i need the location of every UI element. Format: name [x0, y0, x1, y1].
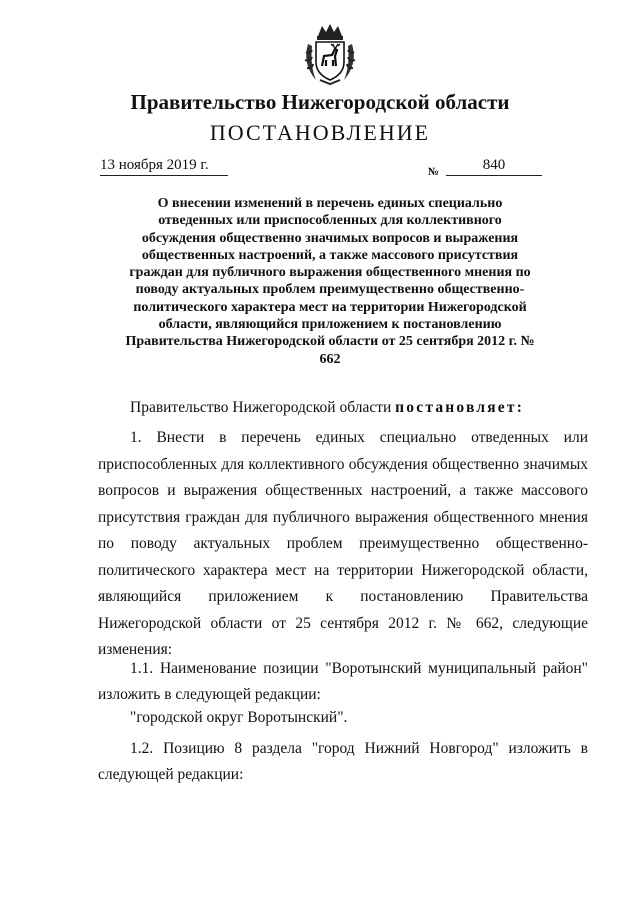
paragraph-item-1-1: 1.1. Наименование позиции "Воротынский муниципальный район" изложить в следующей редакции: [98, 660, 588, 703]
document-date: 13 ноября 2019 г. [100, 157, 228, 176]
document-number: 840 [446, 157, 542, 176]
paragraph-item-1: 1. Внести в перечень единых специально отведенных или приспособленных для коллективного обсуждения общественно значимых вопросов и выражения общественных настроений, а также массового присутствия граждан для публичного выражения общественного мнения по поводу актуальных проблем преимущественно общественно-политического характера мест на территории Нижегородской области, являющийся приложением к постановлению Правительства Нижегородской области от 25 сентября 2012 г. № 662, следующие изменения: [98, 429, 588, 658]
preamble-text: Правительство Нижегородской области [130, 399, 392, 416]
document-type: ПОСТАНОВЛЕНИЕ [209, 120, 431, 145]
preamble [130, 399, 524, 417]
paragraph-item-1-1-new-name: "городской округ Воротынский". [130, 709, 348, 726]
paragraph-item-1-2: 1.2. Позицию 8 раздела "город Нижний Новгород" изложить в следующей редакции: [98, 740, 588, 783]
government-title: Правительство Нижегородской области [130, 90, 510, 114]
document-subject: О внесении изменений в перечень единых специально отведенных или приспособленных для коллективного обсуждения общественно значимых вопросов и выражения общественных настроений, а также массового присутствия граждан для публичного выражения общественного мнения по поводу актуальных проблем преимущественно общественно-политического характера мест на территории Нижегородской области, являющийся приложением к постановлению Правительства Нижегородской области от 25 сентября 2012 г. № 662 [125, 196, 535, 367]
coat-of-arms-icon [300, 22, 360, 86]
preamble-action: постановляет: [395, 399, 525, 416]
number-sign: № [428, 166, 440, 178]
